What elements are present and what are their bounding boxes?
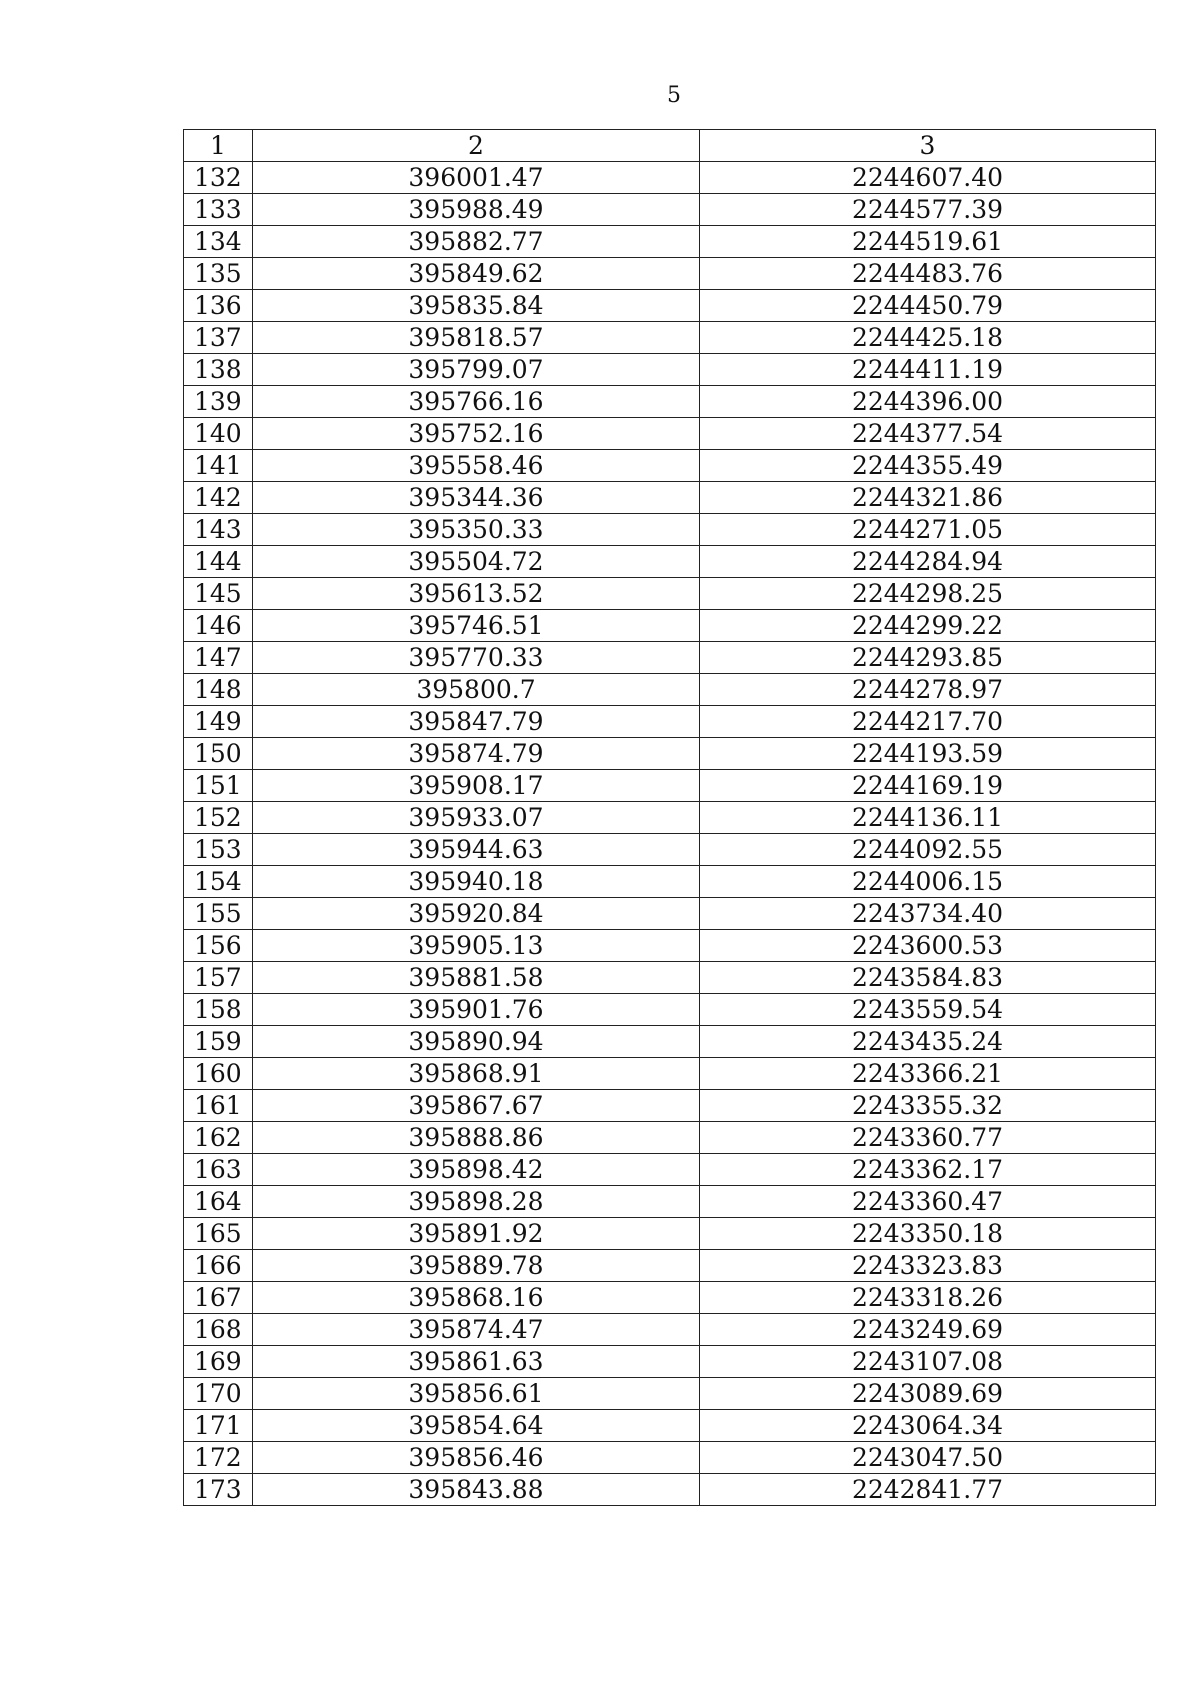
y-coordinate-cell: 2244006.15 <box>700 866 1156 898</box>
point-number-cell: 169 <box>184 1346 253 1378</box>
x-coordinate-cell: 395856.61 <box>253 1378 700 1410</box>
table-row <box>184 226 1156 258</box>
x-coordinate-cell: 395898.28 <box>253 1186 700 1218</box>
point-number-cell: 158 <box>184 994 253 1026</box>
point-number-cell: 133 <box>184 194 253 226</box>
x-coordinate-cell: 395504.72 <box>253 546 700 578</box>
x-coordinate-cell: 395800.7 <box>253 674 700 706</box>
point-number-cell: 153 <box>184 834 253 866</box>
x-coordinate-cell: 395843.88 <box>253 1474 700 1506</box>
y-coordinate-cell: 2243435.24 <box>700 1026 1156 1058</box>
table-row <box>184 1026 1156 1058</box>
x-coordinate-cell: 395861.63 <box>253 1346 700 1378</box>
point-number-cell: 147 <box>184 642 253 674</box>
point-number-cell: 168 <box>184 1314 253 1346</box>
table-row <box>184 642 1156 674</box>
x-coordinate-cell: 395889.78 <box>253 1250 700 1282</box>
table-row <box>184 290 1156 322</box>
y-coordinate-cell: 2243559.54 <box>700 994 1156 1026</box>
y-coordinate-cell: 2243107.08 <box>700 1346 1156 1378</box>
x-coordinate-cell: 395944.63 <box>253 834 700 866</box>
x-coordinate-cell: 395868.16 <box>253 1282 700 1314</box>
y-coordinate-cell: 2243355.32 <box>700 1090 1156 1122</box>
y-coordinate-cell: 2244278.97 <box>700 674 1156 706</box>
point-number-cell: 170 <box>184 1378 253 1410</box>
y-coordinate-cell: 2243584.83 <box>700 962 1156 994</box>
y-coordinate-cell: 2244377.54 <box>700 418 1156 450</box>
y-coordinate-cell: 2244092.55 <box>700 834 1156 866</box>
point-number-cell: 162 <box>184 1122 253 1154</box>
x-coordinate-cell: 395854.64 <box>253 1410 700 1442</box>
page-number: 5 <box>667 83 681 108</box>
point-number-cell: 134 <box>184 226 253 258</box>
x-coordinate-cell: 395881.58 <box>253 962 700 994</box>
coordinates-table <box>183 129 1156 1506</box>
x-coordinate-cell: 395746.51 <box>253 610 700 642</box>
table-row <box>184 450 1156 482</box>
y-coordinate-cell: 2243362.17 <box>700 1154 1156 1186</box>
table-row <box>184 1314 1156 1346</box>
point-number-cell: 164 <box>184 1186 253 1218</box>
y-coordinate-cell: 2243064.34 <box>700 1410 1156 1442</box>
x-coordinate-cell: 395933.07 <box>253 802 700 834</box>
point-number-cell: 160 <box>184 1058 253 1090</box>
table-row <box>184 738 1156 770</box>
point-number-cell: 136 <box>184 290 253 322</box>
x-coordinate-cell: 395770.33 <box>253 642 700 674</box>
x-coordinate-cell: 395901.76 <box>253 994 700 1026</box>
y-coordinate-cell: 2243366.21 <box>700 1058 1156 1090</box>
column-header-3: 3 <box>700 130 1156 162</box>
y-coordinate-cell: 2244217.70 <box>700 706 1156 738</box>
y-coordinate-cell: 2243323.83 <box>700 1250 1156 1282</box>
point-number-cell: 165 <box>184 1218 253 1250</box>
x-coordinate-cell: 395868.91 <box>253 1058 700 1090</box>
point-number-cell: 156 <box>184 930 253 962</box>
x-coordinate-cell: 395766.16 <box>253 386 700 418</box>
table-row <box>184 194 1156 226</box>
point-number-cell: 142 <box>184 482 253 514</box>
x-coordinate-cell: 395344.36 <box>253 482 700 514</box>
y-coordinate-cell: 2244396.00 <box>700 386 1156 418</box>
x-coordinate-cell: 395890.94 <box>253 1026 700 1058</box>
point-number-cell: 144 <box>184 546 253 578</box>
y-coordinate-cell: 2243350.18 <box>700 1218 1156 1250</box>
y-coordinate-cell: 2244411.19 <box>700 354 1156 386</box>
point-number-cell: 145 <box>184 578 253 610</box>
table-row <box>184 1154 1156 1186</box>
x-coordinate-cell: 395882.77 <box>253 226 700 258</box>
y-coordinate-cell: 2243734.40 <box>700 898 1156 930</box>
column-header-1: 1 <box>184 130 253 162</box>
y-coordinate-cell: 2244321.86 <box>700 482 1156 514</box>
table-row <box>184 482 1156 514</box>
x-coordinate-cell: 395940.18 <box>253 866 700 898</box>
point-number-cell: 135 <box>184 258 253 290</box>
table-row <box>184 898 1156 930</box>
y-coordinate-cell: 2244298.25 <box>700 578 1156 610</box>
point-number-cell: 163 <box>184 1154 253 1186</box>
x-coordinate-cell: 395799.07 <box>253 354 700 386</box>
point-number-cell: 132 <box>184 162 253 194</box>
point-number-cell: 161 <box>184 1090 253 1122</box>
x-coordinate-cell: 395847.79 <box>253 706 700 738</box>
x-coordinate-cell: 396001.47 <box>253 162 700 194</box>
point-number-cell: 152 <box>184 802 253 834</box>
table-row <box>184 1058 1156 1090</box>
table-row <box>184 866 1156 898</box>
table-row <box>184 1250 1156 1282</box>
x-coordinate-cell: 395891.92 <box>253 1218 700 1250</box>
y-coordinate-cell: 2244483.76 <box>700 258 1156 290</box>
table-row <box>184 930 1156 962</box>
x-coordinate-cell: 395856.46 <box>253 1442 700 1474</box>
y-coordinate-cell: 2244284.94 <box>700 546 1156 578</box>
table-row <box>184 770 1156 802</box>
point-number-cell: 167 <box>184 1282 253 1314</box>
y-coordinate-cell: 2244299.22 <box>700 610 1156 642</box>
point-number-cell: 150 <box>184 738 253 770</box>
table-row <box>184 514 1156 546</box>
y-coordinate-cell: 2244519.61 <box>700 226 1156 258</box>
x-coordinate-cell: 395558.46 <box>253 450 700 482</box>
table-row <box>184 1218 1156 1250</box>
point-number-cell: 138 <box>184 354 253 386</box>
point-number-cell: 151 <box>184 770 253 802</box>
x-coordinate-cell: 395988.49 <box>253 194 700 226</box>
y-coordinate-cell: 2244293.85 <box>700 642 1156 674</box>
x-coordinate-cell: 395920.84 <box>253 898 700 930</box>
y-coordinate-cell: 2243318.26 <box>700 1282 1156 1314</box>
table-row <box>184 162 1156 194</box>
point-number-cell: 154 <box>184 866 253 898</box>
table-row <box>184 1186 1156 1218</box>
point-number-cell: 148 <box>184 674 253 706</box>
table-body <box>184 130 1156 1506</box>
column-header-2: 2 <box>253 130 700 162</box>
y-coordinate-cell: 2243249.69 <box>700 1314 1156 1346</box>
x-coordinate-cell: 395613.52 <box>253 578 700 610</box>
point-number-cell: 143 <box>184 514 253 546</box>
table-row <box>184 1410 1156 1442</box>
x-coordinate-cell: 395835.84 <box>253 290 700 322</box>
x-coordinate-cell: 395874.79 <box>253 738 700 770</box>
y-coordinate-cell: 2243089.69 <box>700 1378 1156 1410</box>
x-coordinate-cell: 395898.42 <box>253 1154 700 1186</box>
y-coordinate-cell: 2244425.18 <box>700 322 1156 354</box>
y-coordinate-cell: 2243600.53 <box>700 930 1156 962</box>
y-coordinate-cell: 2244450.79 <box>700 290 1156 322</box>
y-coordinate-cell: 2244355.49 <box>700 450 1156 482</box>
table-row <box>184 706 1156 738</box>
table-row <box>184 578 1156 610</box>
table-row <box>184 802 1156 834</box>
y-coordinate-cell: 2244607.40 <box>700 162 1156 194</box>
y-coordinate-cell: 2243360.47 <box>700 1186 1156 1218</box>
point-number-cell: 146 <box>184 610 253 642</box>
table-header-row <box>184 130 1156 162</box>
x-coordinate-cell: 395752.16 <box>253 418 700 450</box>
y-coordinate-cell: 2244271.05 <box>700 514 1156 546</box>
table-row <box>184 610 1156 642</box>
x-coordinate-cell: 395905.13 <box>253 930 700 962</box>
y-coordinate-cell: 2244136.11 <box>700 802 1156 834</box>
x-coordinate-cell: 395908.17 <box>253 770 700 802</box>
table-row <box>184 1122 1156 1154</box>
y-coordinate-cell: 2242841.77 <box>700 1474 1156 1506</box>
point-number-cell: 157 <box>184 962 253 994</box>
point-number-cell: 155 <box>184 898 253 930</box>
table-row <box>184 1442 1156 1474</box>
point-number-cell: 149 <box>184 706 253 738</box>
table-row <box>184 1090 1156 1122</box>
table-row <box>184 546 1156 578</box>
point-number-cell: 172 <box>184 1442 253 1474</box>
y-coordinate-cell: 2244577.39 <box>700 194 1156 226</box>
point-number-cell: 141 <box>184 450 253 482</box>
point-number-cell: 166 <box>184 1250 253 1282</box>
table-row <box>184 1378 1156 1410</box>
table-row <box>184 1474 1156 1506</box>
table-row <box>184 834 1156 866</box>
x-coordinate-cell: 395818.57 <box>253 322 700 354</box>
table-row <box>184 1282 1156 1314</box>
point-number-cell: 159 <box>184 1026 253 1058</box>
point-number-cell: 140 <box>184 418 253 450</box>
point-number-cell: 173 <box>184 1474 253 1506</box>
table-row <box>184 418 1156 450</box>
x-coordinate-cell: 395849.62 <box>253 258 700 290</box>
table-row <box>184 962 1156 994</box>
point-number-cell: 137 <box>184 322 253 354</box>
point-number-cell: 171 <box>184 1410 253 1442</box>
y-coordinate-cell: 2243047.50 <box>700 1442 1156 1474</box>
table-row <box>184 674 1156 706</box>
x-coordinate-cell: 395867.67 <box>253 1090 700 1122</box>
y-coordinate-cell: 2244193.59 <box>700 738 1156 770</box>
x-coordinate-cell: 395350.33 <box>253 514 700 546</box>
y-coordinate-cell: 2243360.77 <box>700 1122 1156 1154</box>
table-row <box>184 322 1156 354</box>
x-coordinate-cell: 395874.47 <box>253 1314 700 1346</box>
table-row <box>184 258 1156 290</box>
point-number-cell: 139 <box>184 386 253 418</box>
table-row <box>184 994 1156 1026</box>
table-row <box>184 354 1156 386</box>
table-row <box>184 1346 1156 1378</box>
y-coordinate-cell: 2244169.19 <box>700 770 1156 802</box>
table-row <box>184 386 1156 418</box>
x-coordinate-cell: 395888.86 <box>253 1122 700 1154</box>
